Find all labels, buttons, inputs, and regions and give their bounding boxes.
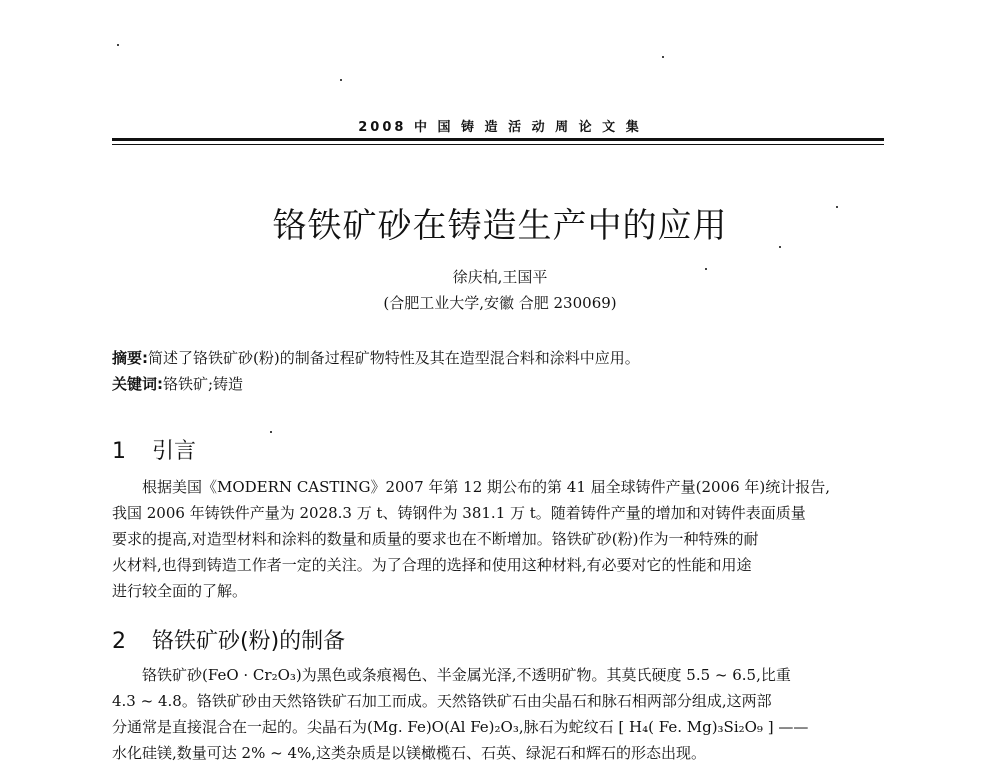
abstract [112,347,892,368]
affiliation: (合肥工业大学,安徽 合肥 230069) [383,294,617,312]
paper-title: 铬铁矿砂在铸造生产中的应用 [272,206,728,246]
authors: 徐庆柏,王国平 [452,268,548,286]
scan-speck [270,431,272,433]
section-number: 1 [112,439,126,464]
section-paragraph [112,662,884,766]
paragraph-line: 要求的提高,对造型材料和涂料的数量和质量的要求也在不断增加。铬铁矿砂(粉)作为一种特殊的耐 [112,530,759,548]
paragraph-line: 铬铁矿砂(FeO · Cr₂O₃)为黑色或条痕褐色、半金属光泽,不透明矿物。其莫氏硬度 5.5 ~ 6.5,比重 [112,666,791,684]
running-head: 2008 中 国 铸 造 活 动 周 论 文 集 [358,120,642,135]
paragraph-line: 火材料,也得到铸造工作者一定的关注。为了合理的选择和使用这种材料,有必要对它的性能和用途 [112,556,752,574]
header-rule-thick [112,138,884,141]
header-rule-thin [112,144,884,145]
abstract-label: 摘要: [112,349,148,367]
abstract-text: 简述了铬铁矿砂(粉)的制备过程矿物特性及其在造型混合料和涂料中应用。 [148,349,640,367]
keywords-text: 铬铁矿;铸造 [163,375,244,393]
section-heading [112,624,345,655]
scan-speck [340,79,342,81]
scan-speck [662,56,664,58]
keywords [112,373,892,394]
section-title: 铬铁矿砂(粉)的制备 [152,629,346,654]
paragraph-line: 4.3 ~ 4.8。铬铁矿砂由天然铬铁矿石加工而成。天然铬铁矿石由尖晶石和脉石相两部分组成,这两部 [112,692,772,710]
paragraph-line: 根据美国《MODERN CASTING》2007 年第 12 期公布的第 41 届全球铸件产量(2006 年)统计报告, [112,478,831,496]
scan-speck [117,44,119,46]
keywords-label: 关键词: [112,375,163,393]
paragraph-line: 进行较全面的了解。 [112,582,248,600]
paragraph-line: 我国 2006 年铸铁件产量为 2028.3 万 t、铸钢件为 381.1 万 t。随着铸件产量的增加和对铸件表面质量 [112,504,806,522]
paragraph-line: 水化硅镁,数量可达 2% ~ 4%,这类杂质是以镁橄榄石、石英、绿泥石和辉石的形态出现。 [112,744,707,762]
section-title: 引言 [152,439,197,464]
section-number: 2 [112,629,126,654]
section-heading [112,434,196,465]
paragraph-line: 分通常是直接混合在一起的。尖晶石为(Mg. Fe)O(Al Fe)₂O₃,脉石为蛇纹石 [ H₄( Fe. Mg)₃Si₂O₉ ] —— [112,718,809,736]
section-paragraph [112,474,884,604]
